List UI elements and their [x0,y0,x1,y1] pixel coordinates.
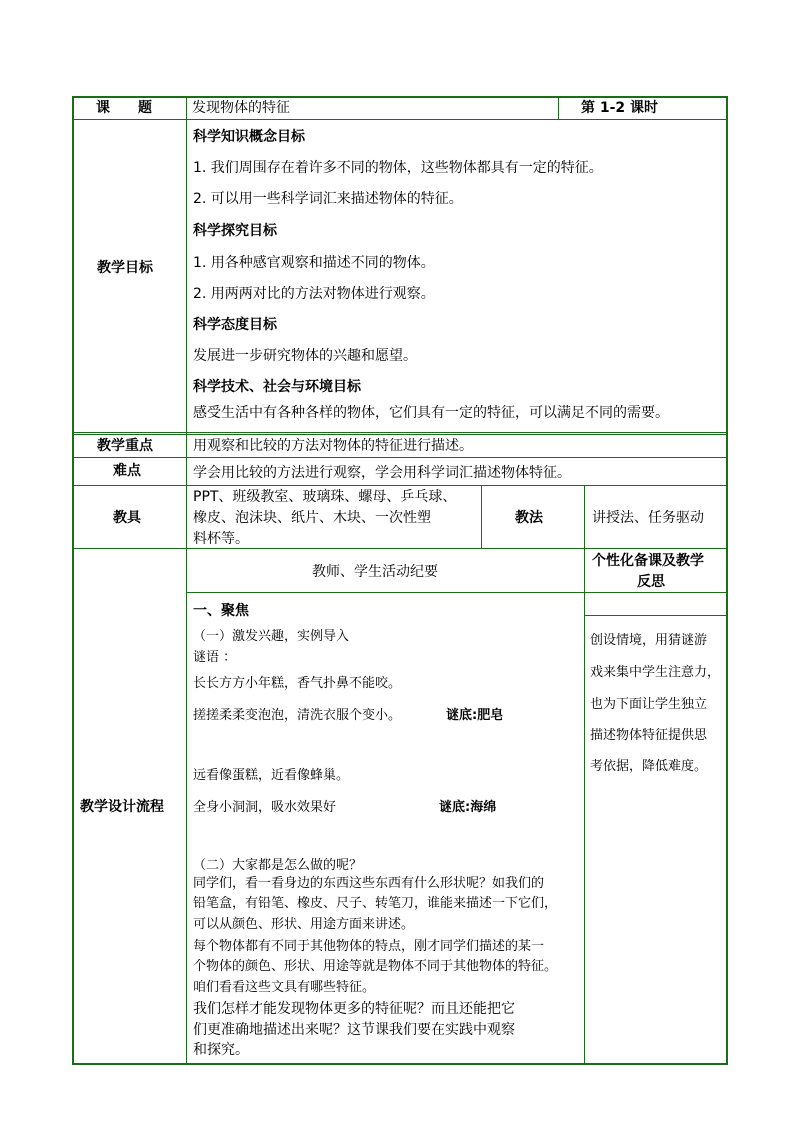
riddle-2-answer: 谜底:海绵 [439,800,497,815]
inquiry-title: 科学探究目标 [193,223,277,239]
row-divider [584,615,726,616]
table-left-border [72,96,74,1065]
attitude-item-1: 发展进一步研究物体的兴趣和愿望。 [193,348,417,364]
subsection-heading: （一）激发兴趣，实例导入 [193,629,350,644]
row-divider [186,592,584,593]
table-top-border [72,96,728,98]
col-divider [584,485,585,1065]
row-divider [72,548,728,549]
key-point-label: 教学重点 [97,438,153,454]
riddle-1-line-1: 长长方方小年糕，香气扑鼻不能咬。 [193,676,402,691]
process-label: 教学设计流程 [80,799,164,815]
riddle-label: 谜语 ： [193,650,237,665]
paragraph-line: 和探究。 [193,1042,249,1058]
knowledge-item-1: 1. 我们周围存在着许多不同的物体，这些物体都具有一定的特征。 [193,160,603,176]
topic-label: 课 题 [96,100,152,116]
materials-label: 教具 [113,510,141,526]
method-value: 讲授法、任务驱动 [592,510,704,526]
reflection-header-line-2: 反思 [637,574,665,590]
key-point-value: 用观察和比较的方法对物体的特征进行描述。 [193,438,473,454]
materials-line-1: PPT、班级教室、玻璃珠、螺母、乒乓球、 [193,489,457,505]
paragraph-line: 我们怎样才能发现物体更多的特征呢？而且还能把它 [193,1001,515,1017]
period-value: 第 1-2 课时 [581,100,659,116]
difficulty-value: 学会用比较的方法进行观察，学会用科学词汇描述物体特征。 [193,465,571,481]
stse-item-1: 感受生活中有各种各样的物体，它们具有一定的特征，可以满足不同的需要。 [193,405,669,421]
row-divider [72,485,728,486]
reflection-note-line: 创设情境，用猜谜游 [590,633,708,648]
knowledge-item-2: 2. 可以用一些科学词汇来描述物体的特征。 [193,191,463,207]
reflection-note-line: 也为下面让学生独立 [590,697,708,712]
row-divider [72,457,728,458]
materials-line-2: 橡皮、泡沫块、纸片、木块、一次性塑 [193,510,431,526]
col-divider [186,96,187,1065]
paragraph-line: 可以从颜色、形状、用途方面来讲述。 [193,917,415,932]
col-divider [481,485,482,549]
riddle-2-line-1: 远看像蛋糕，近看像蜂巢。 [193,768,350,783]
reflection-note-line: 考依据，降低难度。 [590,759,708,774]
row-divider [72,119,728,120]
objectives-label: 教学目标 [97,260,153,276]
reflection-note-line: 描述物体特征提供思 [590,728,708,743]
inquiry-item-2: 2. 用两两对比的方法对物体进行观察。 [193,286,435,302]
row-divider [72,434,728,435]
stse-title: 科学技术、社会与环境目标 [193,379,361,395]
inquiry-item-1: 1. 用各种感官观察和描述不同的物体。 [193,255,435,271]
subsection-heading: （二）大家都是怎么做的呢？ [193,858,363,873]
method-label: 教法 [515,510,543,526]
topic-value: 发现物体的特征 [192,100,290,116]
row-divider [584,592,726,593]
row-divider [72,432,728,433]
reflection-note-line: 戏来集中学生注意力， [590,665,721,680]
paragraph-line: 每个物体都有不同于其他物体的特点，刚才同学们描述的某一 [193,939,545,954]
table-right-border [726,96,728,1065]
paragraph-line: 个物体的颜色、形状、用途等就是物体不同于其他物体的特征。 [193,959,558,974]
knowledge-title: 科学知识概念目标 [193,129,305,145]
materials-line-3: 料杯等。 [193,531,249,547]
riddle-2-line-2: 全身小洞洞，吸水效果好 [193,800,337,815]
reflection-header-line-1: 个性化备课及教学 [592,553,704,569]
paragraph-line: 同学们，看一看身边的东西这些东西有什么形状呢？如我们的 [193,876,545,891]
paragraph-line: 咱们看看这些文具有哪些特征。 [193,980,376,995]
col-divider [558,96,559,120]
activity-column-header: 教师、学生活动纪要 [312,564,438,580]
paragraph-line: 们更准确地描述出来呢？这节课我们要在实践中观察 [193,1022,515,1038]
paragraph-line: 铅笔盒，有铅笔、橡皮、尺子、转笔刀，谁能来描述一下它们， [193,896,558,911]
difficulty-label: 难点 [113,463,141,479]
table-bottom-border [72,1063,728,1065]
attitude-title: 科学态度目标 [193,317,277,333]
riddle-1-line-2: 搓搓柔柔变泡泡，清洗衣服个变小。 [193,708,402,723]
riddle-1-answer: 谜底:肥皂 [446,708,504,723]
section-heading: 一、聚焦 [193,603,249,619]
